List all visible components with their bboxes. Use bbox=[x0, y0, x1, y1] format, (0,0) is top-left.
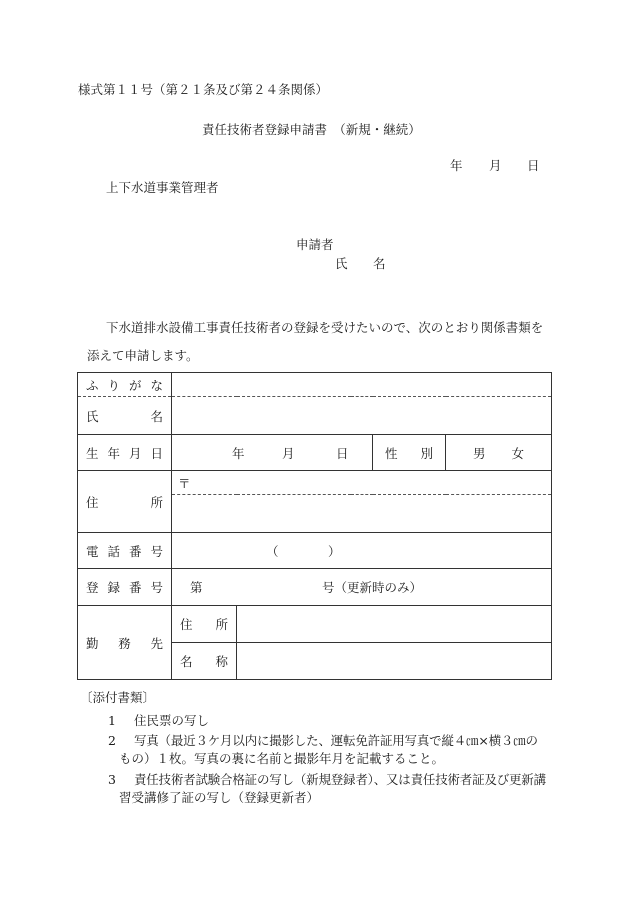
furigana-label-cell bbox=[78, 373, 172, 397]
address-label: 住 所 bbox=[86, 494, 163, 510]
gender-female-option[interactable]: 女 bbox=[511, 445, 525, 461]
attachment-item-2-cont: もの）１枚。写真の裏に名前と撮影年月を記載すること。 bbox=[119, 751, 445, 766]
date-year-label: 年 bbox=[450, 158, 463, 173]
attachment-item-3 bbox=[108, 770, 546, 788]
body-text-line-1: 下水道排水設備工事責任技術者の登録を受けたいので、次のとおり関係書類を bbox=[106, 320, 544, 335]
attachment-item-3-num: 3 bbox=[108, 772, 116, 787]
attachment-item-2-num: 2 bbox=[108, 733, 116, 748]
gender-select[interactable] bbox=[446, 435, 552, 471]
name-input[interactable] bbox=[172, 397, 552, 435]
attachment-item-1-text: 住民票の写し bbox=[133, 713, 209, 728]
birthdate-input[interactable] bbox=[172, 435, 373, 471]
attachment-item-1-num: 1 bbox=[108, 713, 116, 728]
address-input[interactable] bbox=[172, 495, 552, 533]
reg-number-input[interactable] bbox=[172, 569, 552, 606]
birth-day-label: 日 bbox=[336, 445, 349, 461]
registration-form-table bbox=[77, 372, 552, 680]
attachment-item-3-text: 責任技術者試験合格証の写し（新規登録者）、又は責任技術者証及び更新講 bbox=[133, 772, 546, 787]
reg-suffix: 号（更新時のみ） bbox=[322, 580, 423, 595]
name-label: 氏 名 bbox=[86, 408, 163, 424]
form-number: 様式第１１号（第２１条及び第２４条関係） bbox=[78, 82, 329, 97]
phone-paren-open: （ bbox=[266, 543, 279, 559]
phone-input[interactable] bbox=[172, 533, 552, 569]
attachment-item-3-cont: 習受講修了証の写し（登録更新者） bbox=[119, 790, 320, 805]
reg-number-label-cell bbox=[78, 569, 172, 606]
gender-male-option[interactable]: 男 bbox=[473, 445, 486, 461]
postal-mark: 〒 bbox=[178, 475, 191, 491]
phone-paren-close: ） bbox=[328, 543, 341, 559]
attachment-item-2 bbox=[108, 731, 538, 749]
applicant-name-label-2: 名 bbox=[373, 256, 386, 271]
workplace-label: 勤 務 先 bbox=[86, 635, 163, 651]
body-text-line-2: 添えて申請します。 bbox=[87, 348, 199, 363]
phone-label-cell bbox=[78, 533, 172, 569]
gender-label: 性 別 bbox=[385, 445, 433, 461]
addressee: 上下水道事業管理者 bbox=[106, 180, 219, 195]
birth-month-label: 月 bbox=[282, 445, 295, 461]
workplace-address-label: 住 所 bbox=[180, 617, 228, 632]
date-day-label: 日 bbox=[527, 158, 540, 173]
gender-label-cell bbox=[373, 435, 446, 471]
attachment-item-2-text: 写真（最近３ケ月以内に撮影した、運転免許証用写真で縦４㎝×横３㎝の bbox=[133, 733, 538, 748]
attachments-heading: 〔添付書類〕 bbox=[80, 690, 156, 705]
workplace-name-input[interactable] bbox=[237, 643, 552, 680]
workplace-name-label-cell bbox=[172, 643, 237, 680]
workplace-address-input[interactable] bbox=[237, 606, 552, 643]
birthdate-label-cell bbox=[78, 435, 172, 471]
workplace-name-label: 名 称 bbox=[180, 654, 228, 669]
postal-code-input[interactable] bbox=[172, 471, 552, 495]
document-title: 責任技術者登録申請書 （新規・継続） bbox=[202, 122, 421, 137]
furigana-input[interactable] bbox=[172, 373, 552, 397]
date-month-label: 月 bbox=[489, 158, 502, 173]
address-label-cell bbox=[78, 471, 172, 533]
reg-prefix: 第 bbox=[190, 580, 203, 595]
workplace-label-cell bbox=[78, 606, 172, 680]
attachment-item-1 bbox=[108, 711, 209, 729]
applicant-name-label-1: 氏 bbox=[335, 256, 348, 271]
furigana-label: ふ り が な bbox=[86, 377, 163, 393]
birthdate-label: 生 年 月 日 bbox=[86, 445, 163, 461]
applicant-label: 申請者 bbox=[296, 237, 334, 252]
workplace-address-label-cell bbox=[172, 606, 237, 643]
phone-label: 電 話 番 号 bbox=[86, 543, 163, 559]
reg-number-label: 登 録 番 号 bbox=[86, 580, 163, 595]
name-label-cell bbox=[78, 397, 172, 435]
birth-year-label: 年 bbox=[232, 445, 245, 461]
